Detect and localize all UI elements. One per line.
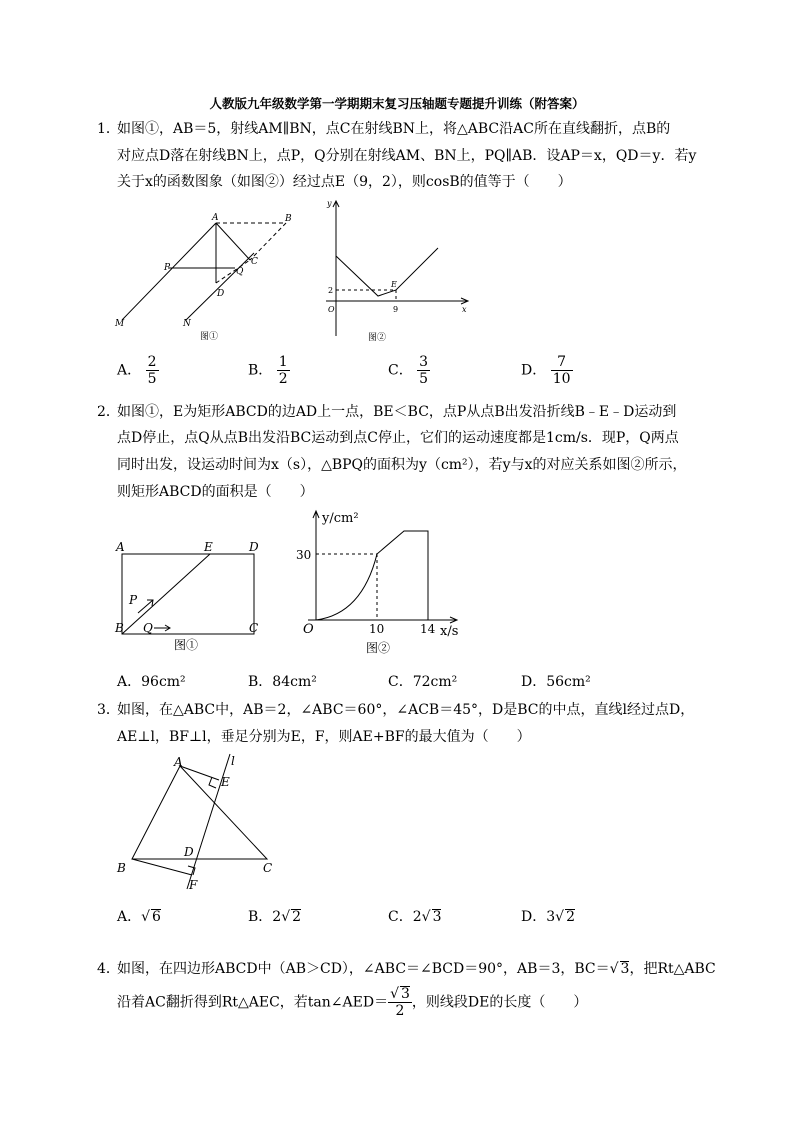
fig-label: F (189, 878, 198, 892)
option-text: 96cm² (141, 674, 186, 690)
problem-text-line: 点D停止，点Q从点B出发沿BC运动到点C停止，它们的运动速度都是1cm/s．现P，Q两点 (117, 430, 679, 446)
axis-label: y/cm² (322, 511, 359, 526)
problem-number: 4． (97, 961, 120, 977)
fig-label: E (204, 540, 213, 554)
option-c[interactable] (388, 906, 441, 926)
numerator: 2 (147, 354, 157, 370)
sqrt-sign: √ (281, 909, 291, 925)
tick-label: 2 (328, 286, 334, 295)
tick-label: 14 (420, 622, 436, 636)
denominator: 10 (552, 371, 571, 387)
problem-text-line: 如图①，AB＝5，射线AM∥BN，点C在射线BN上，将△ABC沿AC所在直线翻折，点B的 (117, 121, 671, 137)
numerator: 7 (551, 354, 573, 371)
option-d[interactable] (521, 906, 575, 926)
point-label: E (391, 280, 397, 289)
coefficient: 2 (412, 909, 422, 925)
problem-text-line (117, 986, 587, 1019)
fraction (277, 354, 290, 387)
fig-caption: 图① (174, 638, 199, 652)
option-letter: A． (117, 909, 142, 925)
radicand: 6 (152, 909, 161, 925)
figure-1-graph (318, 196, 478, 346)
problem-text-line: 关于x的函数图象（如图②）经过点E（9，2），则cosB的值等于（ ） (117, 174, 572, 190)
fig-label: l (231, 754, 235, 768)
text-segment: 如图，在四边形ABCD中（AB＞CD），∠ABC＝∠BCD＝90°，AB＝3，BC＝ (117, 961, 610, 977)
fig-label: D (217, 289, 225, 299)
problem-text-line: 如图，在△ABC中，AB＝2，∠ABC＝60°，∠ACB＝45°，D是BC的中点，直线l经过点D， (117, 702, 695, 718)
fraction (146, 354, 159, 387)
radicand: 3 (620, 961, 630, 977)
fig-label: P (164, 263, 171, 273)
fig-label: E (221, 775, 230, 789)
option-letter: B． (248, 362, 273, 379)
option-c[interactable] (388, 671, 457, 691)
fig-label: B (117, 861, 126, 875)
numerator: 1 (278, 354, 288, 370)
fig-label: A (212, 213, 219, 223)
fig-caption: 图② (366, 641, 391, 655)
problem-text-line: 则矩形ABCD的面积是（ ） (117, 484, 314, 500)
option-letter: D． (521, 909, 547, 925)
option-letter: D． (521, 674, 547, 690)
option-letter: B． (248, 674, 273, 690)
option-a[interactable] (117, 354, 159, 387)
figure-2-rectangle (112, 536, 272, 661)
fig-label: D (249, 540, 259, 554)
problem-text-line: 对应点D落在射线BN上，点P，Q分别在射线AM、BN上，PQ∥AB．设AP＝x，QD＝y．若y (117, 148, 697, 164)
sqrt-sign: √ (141, 909, 151, 925)
axis-label: y (327, 199, 332, 208)
figure-2-graph (292, 504, 472, 659)
denominator: 5 (147, 371, 157, 387)
fig-label: C (251, 257, 258, 267)
problem-number: 2． (97, 404, 120, 420)
sqrt-sign: √ (555, 909, 565, 925)
denominator: 5 (419, 371, 429, 387)
option-letter: D． (521, 362, 547, 379)
tick-label: 30 (296, 548, 312, 562)
sqrt-sign: √ (421, 909, 431, 925)
fig-label: N (183, 319, 191, 329)
radicand: 3 (401, 986, 410, 1002)
option-d[interactable] (521, 671, 591, 691)
fig-label: C (249, 621, 259, 635)
figure-3-triangle (112, 752, 282, 892)
fraction (417, 354, 430, 387)
fig-label: B (285, 214, 292, 224)
problem-number: 1． (97, 121, 120, 137)
fig-label: B (115, 621, 124, 635)
option-b[interactable] (248, 906, 301, 926)
origin-label: O (303, 622, 314, 637)
radicand: 3 (432, 909, 442, 925)
fig-label: C (263, 861, 273, 875)
text-segment: ，则线段DE的长度（ ） (411, 994, 588, 1011)
problem-text-line (117, 958, 716, 978)
fig-label: A (174, 755, 183, 769)
option-a[interactable] (117, 671, 186, 691)
option-text: 84cm² (272, 674, 317, 690)
numerator (388, 986, 412, 1003)
tick-label: 10 (369, 622, 385, 636)
option-b[interactable] (248, 354, 290, 387)
radicand: 2 (566, 909, 575, 925)
tick-label: 9 (393, 305, 399, 314)
fraction (551, 354, 573, 387)
axis-label: x (462, 305, 467, 314)
coefficient: 2 (272, 909, 282, 925)
sqrt-sign: √ (609, 961, 619, 977)
numerator: 3 (419, 354, 429, 370)
problem-text-line: 同时出发，设运动时间为x（s），△BPQ的面积为y（cm²），若y与x的对应关系如图②所示， (117, 457, 687, 473)
fig-label: P (129, 593, 138, 607)
fig-label: Q (143, 621, 153, 635)
problem-number: 3． (97, 702, 120, 718)
fig-label: D (184, 845, 194, 859)
option-letter: B． (248, 909, 273, 925)
option-letter: A． (117, 674, 142, 690)
denominator: 2 (395, 1003, 405, 1019)
option-text: 72cm² (412, 674, 458, 690)
origin-label: O (328, 305, 335, 314)
fig-label: Q (236, 267, 244, 277)
option-c[interactable] (388, 354, 430, 387)
option-a[interactable] (117, 906, 161, 926)
fraction (388, 986, 412, 1019)
denominator: 2 (278, 371, 288, 387)
option-text: 56cm² (546, 674, 591, 690)
option-letter: C． (388, 674, 413, 690)
sqrt-sign: √ (390, 986, 399, 1002)
text-segment: 沿着AC翻折得到Rt△AEC，若tan∠AED＝ (117, 994, 389, 1011)
option-b[interactable] (248, 671, 317, 691)
axis-label: x/s (440, 624, 459, 639)
problem-text-line: 如图①，E为矩形ABCD的边AD上一点，BE＜BC，点P从点B出发沿折线B﹣E﹣D运动到 (117, 404, 677, 420)
figure-1-parallelogram (110, 208, 300, 348)
radicand: 2 (292, 909, 302, 925)
fig-caption: 图① (200, 332, 219, 342)
problem-text-line: AE⊥l，BF⊥l，垂足分别为E，F，则AE+BF的最大值为（ ） (117, 729, 531, 745)
option-letter: C． (388, 362, 413, 379)
fig-label: M (115, 319, 125, 329)
option-d[interactable] (521, 354, 573, 387)
coefficient: 3 (546, 909, 556, 925)
page-title: 人教版九年级数学第一学期期末复习压轴题专题提升训练（附答案） (209, 96, 585, 111)
fig-caption: 图② (368, 333, 387, 343)
text-segment: ，把Rt△ABC (629, 961, 716, 977)
option-letter: A． (117, 362, 142, 379)
option-letter: C． (388, 909, 413, 925)
fig-label: A (116, 540, 125, 554)
